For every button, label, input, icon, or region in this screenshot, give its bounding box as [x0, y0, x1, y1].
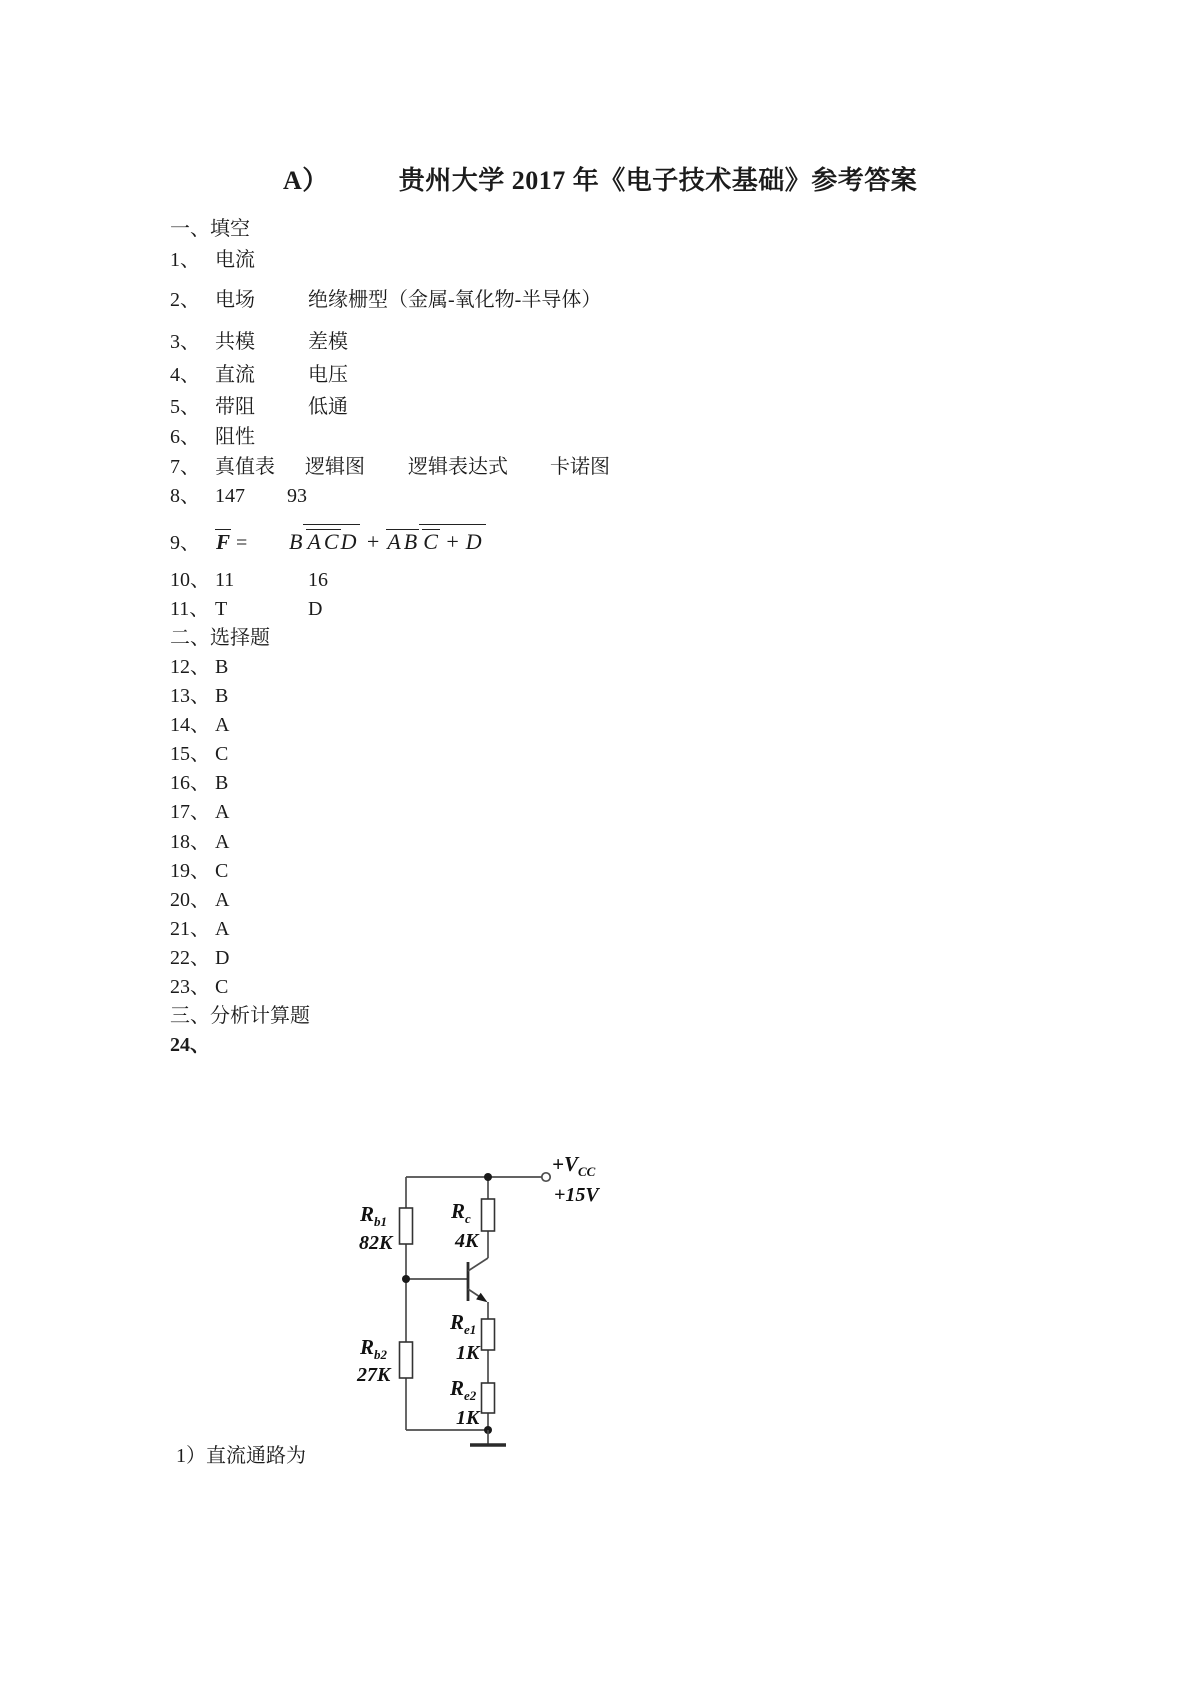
answer: A	[215, 918, 230, 940]
choice-item-15	[170, 743, 228, 765]
item-number: 5、	[170, 396, 200, 418]
answer: A	[215, 714, 230, 736]
item-number: 12、	[170, 656, 210, 678]
var-D-2: D	[465, 529, 483, 554]
answer: 差模	[308, 331, 348, 353]
overline-group-1	[303, 524, 360, 553]
fill-item-10	[170, 569, 328, 591]
plus-sign: +	[365, 529, 382, 554]
choice-item-23	[170, 976, 228, 998]
choice-item-14	[170, 714, 229, 736]
answer: 147	[215, 485, 245, 507]
section3-heading: 三、分析计算题	[170, 1005, 310, 1027]
section2-heading: 二、选择题	[170, 627, 270, 649]
item-number: 9、	[170, 532, 200, 554]
answer: 11	[215, 569, 235, 591]
resistor-rb2-body	[400, 1342, 413, 1378]
var-C-bar-2: C	[423, 529, 439, 554]
transistor-symbol	[468, 1258, 488, 1302]
choice-item-13	[170, 685, 228, 707]
answer: 电流	[215, 249, 255, 271]
item-number: 23、	[170, 976, 210, 998]
title-label: A）	[283, 166, 329, 195]
fill-item-8	[170, 485, 307, 507]
answer: T	[215, 598, 228, 620]
section1-heading: 一、填空	[170, 218, 250, 240]
answer: 带阻	[215, 396, 255, 418]
choice-item-22	[170, 947, 229, 969]
top-node-dot	[484, 1173, 492, 1181]
label-re2: $R_{e2}$	[450, 1376, 477, 1403]
fill-item-9	[170, 524, 486, 554]
answer: 低通	[308, 396, 348, 418]
var-A-bar: A	[307, 529, 322, 554]
label-re2-value: 1K	[456, 1407, 480, 1429]
answer: C	[215, 976, 229, 998]
choice-item-20	[170, 889, 229, 911]
label-rb1: $R_{b1}$	[360, 1202, 388, 1229]
fill-item-1	[170, 249, 255, 271]
answer: 卡诺图	[550, 456, 610, 478]
answer: A	[215, 831, 230, 853]
item-number: 3、	[170, 331, 200, 353]
overline-group-2	[419, 524, 485, 553]
label-re1-value: 1K	[456, 1342, 480, 1364]
sub-question-1: 1）直流通路为	[176, 1445, 306, 1467]
label-rb2: $R_{b2}$	[360, 1335, 388, 1362]
base-node-dot	[402, 1275, 410, 1283]
formula-expression	[289, 529, 486, 554]
answer: B	[215, 772, 229, 794]
label-vcc-value: +15V	[554, 1184, 599, 1206]
answer: 逻辑图	[305, 456, 365, 478]
resistor-rb1-body	[400, 1208, 413, 1244]
answer: 直流	[215, 364, 255, 386]
var-D: D	[340, 529, 358, 554]
item-number: 15、	[170, 743, 210, 765]
item-number: 2、	[170, 289, 200, 311]
answer: 93	[287, 485, 307, 507]
answer: 电压	[308, 364, 348, 386]
fill-item-3	[170, 331, 348, 353]
circuit-diagram	[330, 1070, 650, 1470]
answer: A	[215, 801, 230, 823]
item-number: 10、	[170, 569, 210, 591]
fill-item-2	[170, 289, 601, 311]
resistor-re1-body	[482, 1319, 495, 1350]
answer: 16	[308, 569, 328, 591]
ground-symbol	[470, 1430, 506, 1445]
answer: 阻性	[215, 426, 255, 448]
formula-lhs	[215, 529, 289, 554]
label-rb2-value: 27K	[357, 1364, 391, 1386]
choice-item-12	[170, 656, 228, 678]
fill-item-11	[170, 598, 322, 620]
item-number: 20、	[170, 889, 210, 911]
answer: 电场	[215, 289, 255, 311]
item-number: 19、	[170, 860, 210, 882]
emitter-arrow	[476, 1293, 487, 1303]
item-number: 7、	[170, 456, 200, 478]
fill-item-5	[170, 396, 348, 418]
item-number: 22、	[170, 947, 210, 969]
fill-item-4	[170, 364, 348, 386]
choice-item-19	[170, 860, 228, 882]
var-B: B	[289, 529, 304, 554]
answer: 逻辑表达式	[408, 456, 508, 478]
item-number: 11、	[170, 598, 210, 620]
item-number: 8、	[170, 485, 200, 507]
answer: D	[215, 947, 230, 969]
answer: A	[215, 889, 230, 911]
item-number: 1、	[170, 249, 200, 271]
item-number: 13、	[170, 685, 210, 707]
var-C-bar: C	[323, 529, 340, 554]
item-number: 16、	[170, 772, 210, 794]
choice-item-21	[170, 918, 229, 940]
choice-item-16	[170, 772, 228, 794]
answer: C	[215, 860, 229, 882]
answer: B	[215, 685, 229, 707]
transistor-collector-lead	[468, 1258, 488, 1271]
label-re1: $R_{e1}$	[450, 1310, 477, 1337]
plus-sign-2: +	[444, 529, 461, 554]
vcc-terminal	[542, 1173, 550, 1181]
answer: B	[215, 656, 229, 678]
title-text: 贵州大学 2017 年《电子技术基础》参考答案	[398, 166, 918, 195]
answer: D	[308, 598, 323, 620]
answer: 真值表	[215, 456, 275, 478]
item-number: 18、	[170, 831, 210, 853]
answer: 绝缘栅型（金属-氧化物-半导体）	[308, 289, 602, 311]
choice-item-17	[170, 801, 229, 823]
label-rb1-value: 82K	[359, 1232, 393, 1254]
transistor-emitter-lead	[468, 1289, 480, 1297]
choice-item-18	[170, 831, 229, 853]
var-B-bar-2: B	[403, 529, 419, 554]
resistor-re2-body	[482, 1383, 495, 1413]
item-number: 6、	[170, 426, 200, 448]
item-number: 21、	[170, 918, 210, 940]
answer: 共模	[215, 331, 255, 353]
item-number: 14、	[170, 714, 210, 736]
formula-F-bar: F	[216, 530, 231, 554]
label-vcc: $+V_{CC}$	[552, 1152, 596, 1179]
fill-item-6	[170, 426, 255, 448]
item-number: 4、	[170, 364, 200, 386]
equals-sign: =	[236, 532, 248, 554]
item-number: 17、	[170, 801, 210, 823]
question-24-number: 24、	[170, 1034, 210, 1056]
page-title	[283, 160, 917, 197]
resistor-rc-body	[482, 1199, 495, 1231]
fill-item-7	[170, 456, 610, 478]
label-rc: $R_c$	[451, 1199, 471, 1226]
label-rc-value: 4K	[455, 1230, 479, 1252]
answer: C	[215, 743, 229, 765]
var-A-bar-2: A	[387, 529, 402, 554]
